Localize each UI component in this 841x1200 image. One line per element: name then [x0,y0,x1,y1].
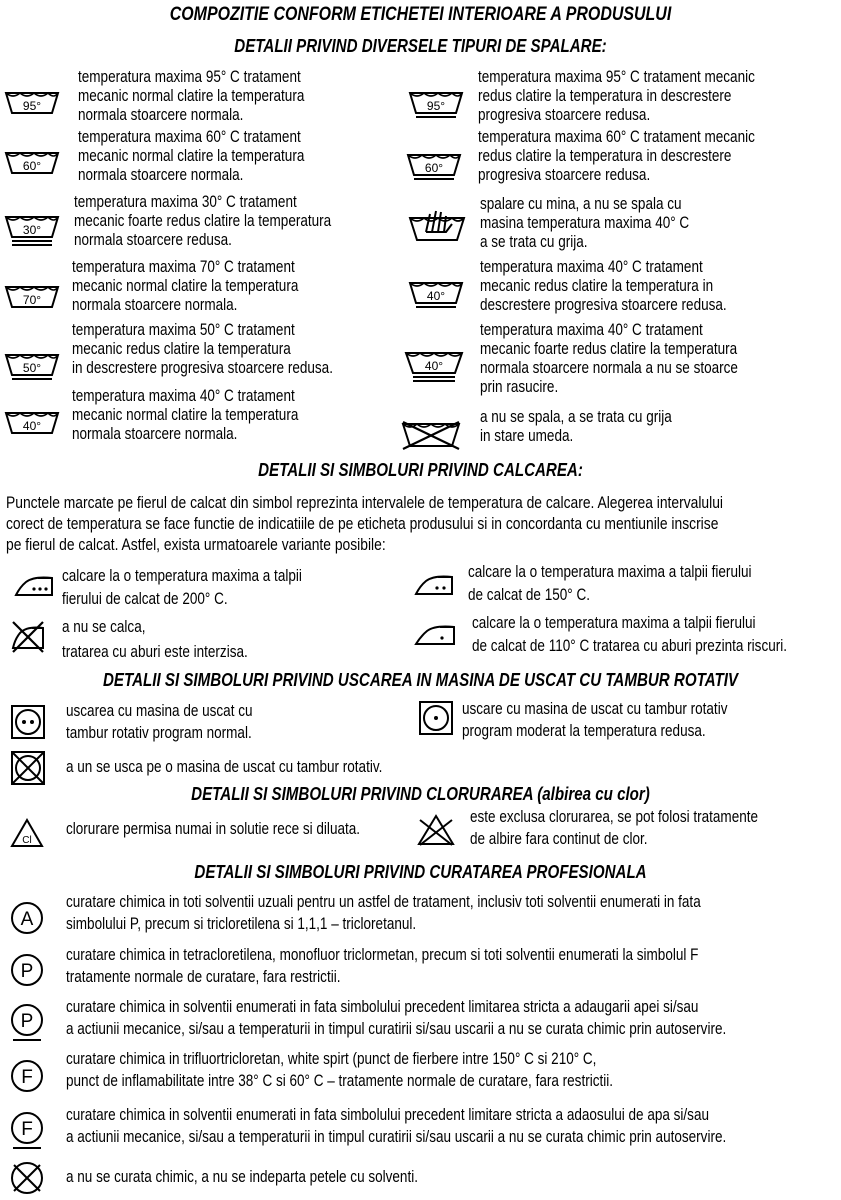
svg-text:40°: 40° [424,359,444,373]
svg-text:60°: 60° [424,161,444,175]
ironing-item-3-text: calcare la o temperatura maxima a talpii fierului de calcat de 110° C tratarea cu aburi prezinta riscuri. [472,614,788,655]
wash-left-4-text: temperatura maxima 50° C tratament mecanic redus clatire la temperatura in descrestere progresiva stoarcere redusa. [72,321,333,377]
drycleaning-item-5-text: a nu se curata chimic, a nu se indeparta petele cu solventi. [66,1168,418,1186]
wash-left-1-text: temperatura maxima 60° C tratament mecanic normal clatire la temperatura normala stoarcere normala. [78,128,305,184]
page-title: COMPOZITIE CONFORM ETICHETEI INTERIOARE A PRODUSULUI [169,4,672,25]
bleaching-item-0-text: clorurare permisa numai in solutie rece si diluata. [66,820,361,838]
iron-three-dots-icon [12,572,54,598]
wash-left-5-text: temperatura maxima 40° C tratament mecanic normal clatire la temperatura normala stoarcere normala. [72,387,299,443]
drying-item-1-text: uscare cu masina de uscat cu tambur rotativ program moderat la temperatura redusa. [462,700,728,740]
svg-text:30°: 30° [22,223,42,237]
svg-text:95°: 95° [22,99,42,113]
dryclean-p-gentle-icon [9,1002,45,1044]
wash-left-2-text: temperatura maxima 30° C tratament mecanic foarte redus clatire la temperatura normala stoarcere redusa. [74,193,332,249]
tumble-dry-normal-icon [10,704,46,740]
svg-text:95°: 95° [426,99,446,113]
wash-tub-70-icon [4,284,60,310]
wash-tub-50-icon [4,352,60,382]
svg-text:60°: 60° [22,159,42,173]
svg-text:F: F [21,1067,33,1088]
wash-left-0-text: temperatura maxima 95° C tratament mecanic normal clatire la temperatura normala stoarcere normala. [78,68,305,124]
iron-two-dots-icon [412,570,454,598]
wash-right-5-text: a nu se spala, a se trata cu grija in stare umeda. [480,408,672,445]
drying-item-0-text: uscarea cu masina de uscat cu tambur rotativ program normal. [66,702,253,742]
wash-tub-40-icon [4,410,60,436]
svg-text:50°: 50° [22,361,42,375]
wash-right-3-text: temperatura maxima 40° C tratament mecanic redus clatire la temperatura in descrestere progresiva stoarcere redusa. [480,258,727,314]
tumble-dry-low-icon [418,700,454,736]
drycleaning-item-0-text: curatare chimica in toti solventii uzuali pentru un astfel de tratament, inclusiv toti solventii enumerati in fata simbolului P, precum si tricloretilena si 1,1,1 – tricloretanul. [66,893,701,933]
svg-text:70°: 70° [22,293,42,307]
bleaching-item-1-text: este exclusa clorurarea, se pot folosi tratamente de albire fara continut de clor. [470,808,759,848]
wash-tub-60-icon [4,150,60,176]
washing-heading: DETALII PRIVIND DIVERSELE TIPURI DE SPALARE: [234,36,607,56]
wash-right-2-text: spalare cu mina, a nu se spala cu masina temperatura maxima 40° C a se trata cu grija. [480,195,690,251]
dryclean-a-icon [9,900,45,936]
svg-text:F: F [21,1119,33,1140]
do-not-bleach-icon [416,814,456,846]
wash-right-0-text: temperatura maxima 95° C tratament mecanic redus clatire la temperatura in descrestere progresiva stoarcere redusa. [478,68,755,124]
svg-text:40°: 40° [426,289,446,303]
drycleaning-heading: DETALII SI SIMBOLURI PRIVIND CURATAREA PROFESIONALA [194,862,647,882]
svg-text:Cl: Cl [22,835,32,846]
wash-tub-60-gentle-icon [406,152,462,182]
wash-tub-95-gentle-icon [408,90,464,120]
ironing-heading: DETALII SI SIMBOLURI PRIVIND CALCAREA: [258,460,583,480]
wash-tub-40-very-gentle-icon [404,350,464,384]
drying-item-2-text: a un se usca pe o masina de uscat cu tambur rotativ. [66,758,383,776]
drycleaning-item-1-text: curatare chimica in tetracloretilena, monofluor triclormetan, precum si toti solventii enumerati la simbolul F tratamente normale de curatare, fara restrictii. [66,946,699,986]
drying-heading: DETALII SI SIMBOLURI PRIVIND USCAREA IN MASINA DE USCAT CU TAMBUR ROTATIV [102,670,739,690]
ironing-item-0-text: calcare la o temperatura maxima a talpii fierului de calcat de 200° C. [62,567,302,608]
dryclean-p-icon [9,952,45,988]
svg-text:P: P [20,961,34,982]
bleaching-heading: DETALII SI SIMBOLURI PRIVIND CLORURAREA (albirea cu clor) [191,784,650,804]
wash-tub-30-icon [4,214,60,248]
ironing-item-2-text: a nu se calca, tratarea cu aburi este interzisa. [62,618,248,661]
dryclean-f-icon [9,1058,45,1094]
do-not-wash-icon [400,420,462,450]
drycleaning-item-4-text: curatare chimica in solventii enumerati in fata simbolului precedent limitare stricta a adaosului de apa si/sau a actiunii mecanice, si/sau a temperaturii in timpul curatirii si/sau uscarii a nu se curata chimic prin autoservire. [66,1106,727,1146]
ironing-paragraph: Punctele marcate pe fierul de calcat din simbol reprezinta intervalele de temperatura de calcare. Alegerea intervalului corect de temperatura se face functie de indicatiile de pe eticheta produsului si in concordanta cu mentiunile inscrise pe fierul de calcat. Astfel, exista urmatoarele variante posibile: [6,493,724,554]
do-not-iron-icon [10,618,46,654]
dryclean-f-gentle-icon [9,1110,45,1152]
chlorine-bleach-allowed-icon [10,818,44,848]
hand-wash-icon [408,208,466,242]
do-not-dryclean-icon [9,1160,45,1196]
wash-tub-40-gentle-icon [408,280,464,310]
svg-text:40°: 40° [22,419,42,433]
wash-right-4-text: temperatura maxima 40° C tratament mecanic foarte redus clatire la temperatura normala stoarcere normala a nu se stoarce prin rasucire. [480,321,738,396]
ironing-item-1-text: calcare la o temperatura maxima a talpii fierului de calcat de 150° C. [468,563,752,604]
drycleaning-item-2-text: curatare chimica in solventii enumerati in fata simbolului precedent limitarea stricta a adaugarii apei si/sau a actiunii mecanice, si/sau a temperaturii in timpul curatirii si/sau uscarii a nu se curata chimic prin autoservire. [66,998,727,1038]
drycleaning-item-3-text: curatare chimica in trifluortricloretan, white spirt (punct de fierbere intre 150° C si 210° C, punct de inflamabilitate intre 38° C si 60° C – tratamente normale de curatare, fara restrictii. [66,1050,614,1090]
svg-text:A: A [20,909,34,930]
iron-one-dot-icon [412,620,456,648]
wash-left-3-text: temperatura maxima 70° C tratament mecanic normal clatire la temperatura normala stoarcere normala. [72,258,299,314]
svg-text:P: P [20,1011,34,1032]
wash-tub-95-icon [4,90,60,116]
wash-right-1-text: temperatura maxima 60° C tratament mecanic redus clatire la temperatura in descrestere progresiva stoarcere redusa. [478,128,755,184]
do-not-tumble-dry-icon [10,750,46,786]
